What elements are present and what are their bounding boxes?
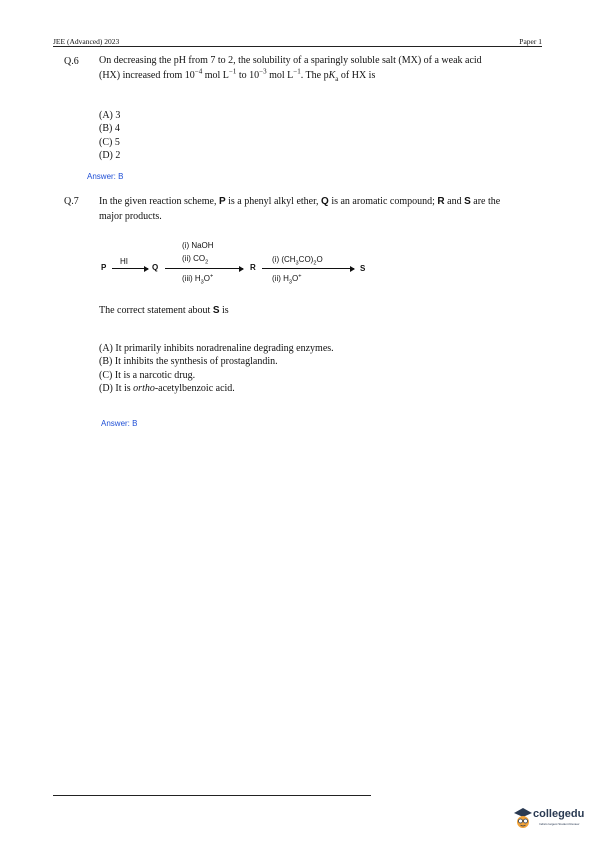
header-rule bbox=[53, 46, 542, 47]
q7-option-b: (B) It inhibits the synthesis of prostaglandin. bbox=[99, 356, 278, 368]
scheme-arrow-1 bbox=[112, 268, 148, 269]
q7-line2: major products. bbox=[99, 211, 162, 222]
q7-number: Q.7 bbox=[64, 196, 79, 207]
q6-option-b: (B) 4 bbox=[99, 123, 120, 135]
scheme-reagent-HI: HI bbox=[120, 257, 128, 266]
q6-options bbox=[99, 109, 120, 162]
scheme-reagent2-i: (i) NaOH bbox=[182, 241, 214, 250]
collegedunia-logo-tagline: India's largest Student Review bbox=[539, 822, 580, 826]
scheme-arrow-3 bbox=[262, 268, 354, 269]
q7-option-c: (C) It is a narcotic drug. bbox=[99, 369, 196, 381]
q6-line2: (HX) increased from $10^{-4}$ mol $L^{-1}$ to $10^{-3}$ mol $L^{-1}$. The $pK_a$ of HX is bbox=[99, 67, 376, 83]
q7-question-text bbox=[99, 194, 549, 224]
collegedunia-logo-icon bbox=[512, 806, 534, 830]
scheme-reagent3-ii: (ii) $H_3O^+$ bbox=[272, 273, 302, 286]
q6-question-text bbox=[99, 53, 549, 83]
q6-option-d: (D) 2 bbox=[99, 149, 121, 161]
footer-rule bbox=[53, 795, 371, 796]
header-exam-title: JEE (Advanced) 2023 bbox=[53, 37, 120, 46]
q7-option-a: (A) It primarily inhibits noradrenaline degrading enzymes. bbox=[99, 343, 334, 354]
q7-options bbox=[99, 342, 334, 395]
q6-line1: On decreasing the pH from 7 to 2, the solubility of a sparingly soluble salt (MX) of a weak acid bbox=[99, 55, 482, 66]
collegedunia-logo-text: collegedu bbox=[533, 808, 585, 820]
q6-option-a: (A) 3 bbox=[99, 110, 121, 121]
scheme-R: R bbox=[250, 263, 256, 272]
scheme-arrow-2 bbox=[165, 268, 243, 269]
q6-answer: Answer: B bbox=[87, 172, 124, 181]
q7-answer: Answer: B bbox=[101, 419, 138, 428]
q7-stem: The correct statement about S is bbox=[99, 305, 229, 316]
header-paper-number: Paper 1 bbox=[519, 37, 542, 46]
q7-option-d: (D) It is ortho-acetylbenzoic acid. bbox=[99, 382, 235, 394]
scheme-reagent2-iii: (iii) $H_3O^+$ bbox=[182, 273, 214, 286]
q6-number: Q.6 bbox=[64, 56, 79, 67]
scheme-S: S bbox=[360, 264, 366, 273]
scheme-reagent3-i: (i) $(CH_3CO)_2O$ bbox=[272, 255, 323, 267]
scheme-reagent2-ii: (ii) $CO_2$ bbox=[182, 254, 209, 266]
scheme-P: P bbox=[101, 263, 107, 272]
scheme-Q: Q bbox=[152, 263, 159, 272]
q6-option-c: (C) 5 bbox=[99, 136, 120, 148]
q7-line1: In the given reaction scheme, P is a phenyl alkyl ether, Q is an aromatic compound; R and S are the bbox=[99, 196, 501, 207]
